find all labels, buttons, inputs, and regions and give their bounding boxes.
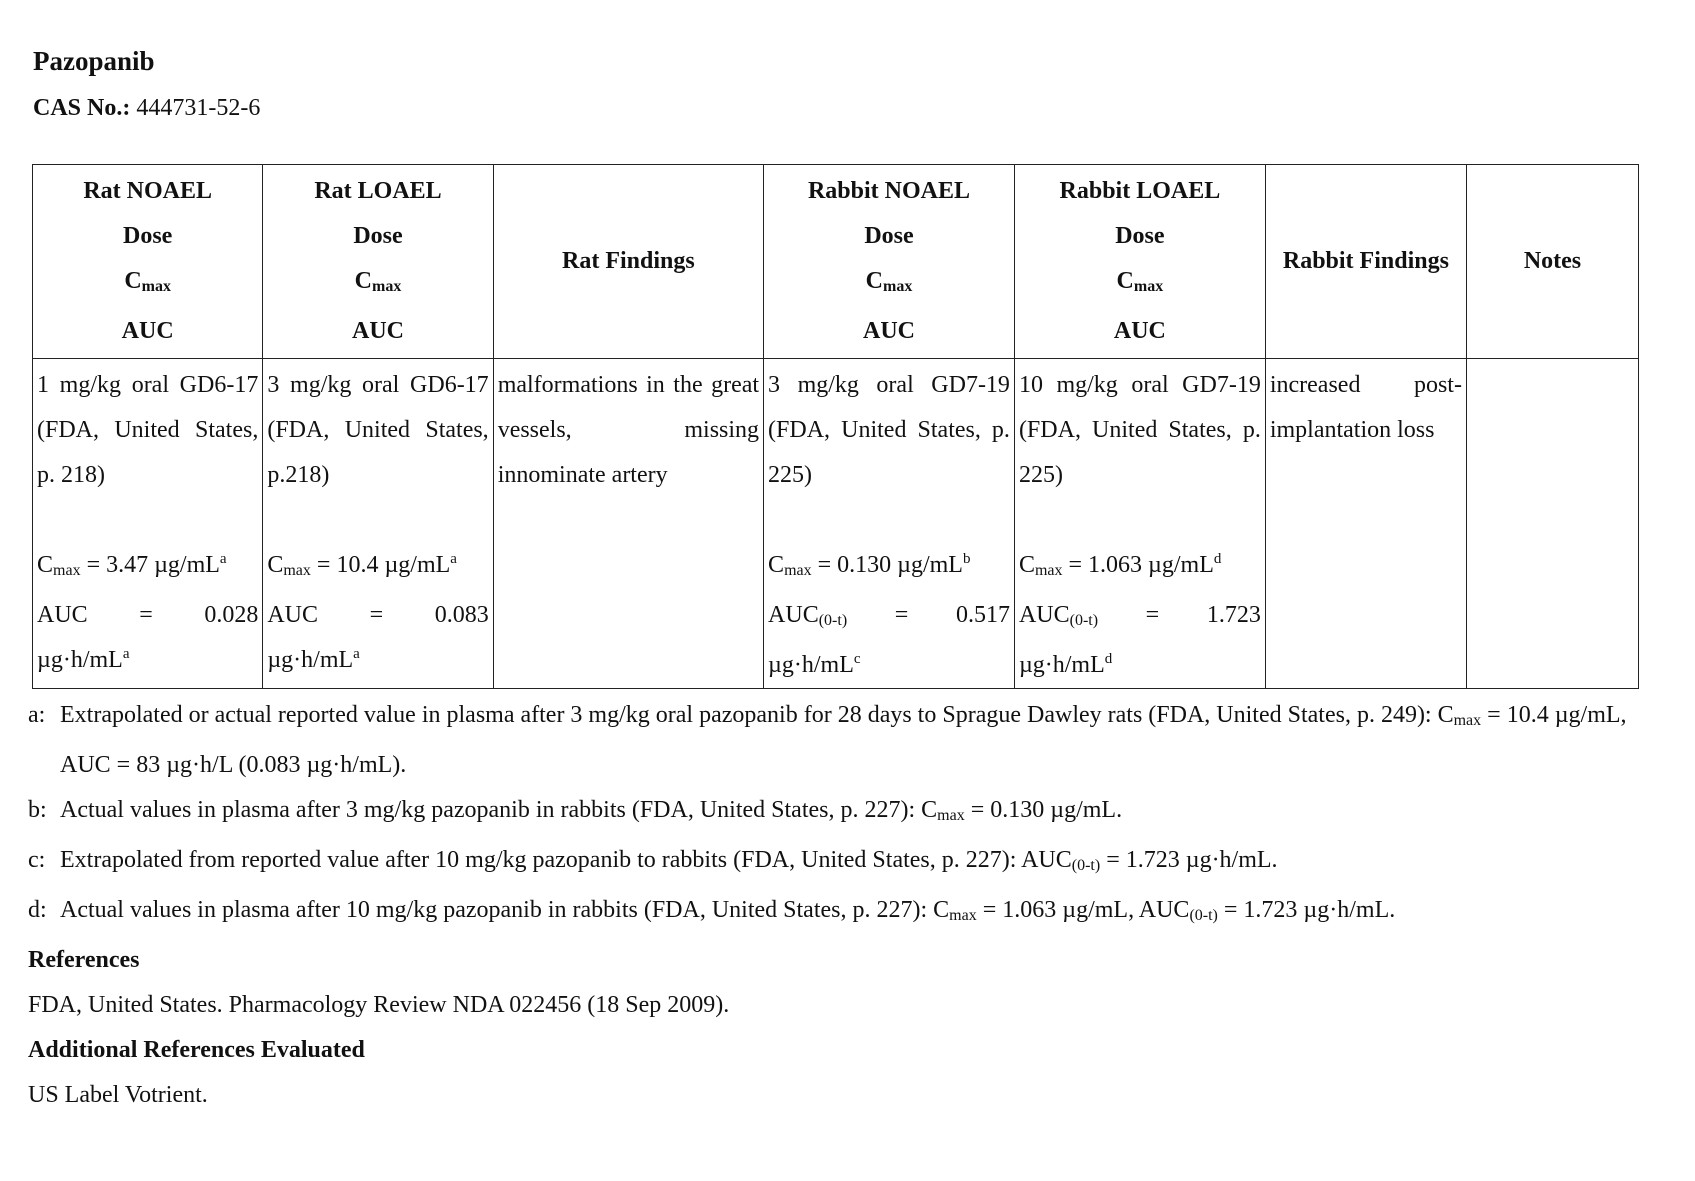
cell-rabbit-loael: 10 mg/kg oral GD7-19 (FDA, United States, p. 225) Cmax = 1.063 $\mu g/mL^d$ AUC(0-t) = 1.723 $\mu g\cdot h/mL^d$ [1014,359,1265,689]
rat-noael-cmax: Cmax = 3.47 $\mu g/mL^a$ [37,551,227,579]
cell-rat-loael: 3 mg/kg oral GD6-17 (FDA, United States, p.218) Cmax = 10.4 $\mu g/mL^a$ AUC = 0.083 $\mu g\cdot h/mL^a$ [263,359,493,689]
rabbit-loael-auc: AUC(0-t) = 1.723 [1018,602,1261,629]
header-rabbit-loael: Rabbit LOAEL Dose Cmax AUC [1014,165,1265,359]
cell-rat-findings: malformations in the great vessels, missing innominate artery [493,359,763,689]
rabbit-noael-cmax: Cmax = 0.130 $\mu g/mL^b$ [768,551,971,579]
rat-loael-dose: 3 mg/kg oral GD6-17 (FDA, United States, p.218) [267,372,489,488]
cell-notes [1466,359,1638,689]
cas-label: CAS No.: [33,95,131,121]
cas-number [33,86,1640,130]
cell-rat-noael: 1 mg/kg oral GD6-17 (FDA, United States, p. 218) Cmax = 3.47 $\mu g/mL^a$ AUC = 0.028 $\mu g\cdot h/mL^a$ [33,359,263,689]
document-page [28,36,1640,1118]
header-notes: Notes [1466,165,1638,359]
cell-rabbit-noael: 3 mg/kg oral GD7-19 (FDA, United States, p. 225) Cmax = 0.130 $\mu g/mL^b$ AUC(0-t) = 0.517 $\mu g\cdot h/mL^c$ [764,359,1015,689]
footnote-b: b: Actual values in plasma after 3 mg/kg pazopanib in rabbits (FDA, United States, p. 227): Cmax = 0.130 µg/mL. [28,797,1123,824]
table-row [33,359,1639,689]
footnote-a: a: Extrapolated or actual reported value in plasma after 3 mg/kg oral pazopanib for 28 days to Sprague Dawley rats (FDA, United States, p. 249): Cmax = 10.4 µg/mL, AUC = 83 µg·h/L (0.083 µg·h/mL). [28,702,1627,778]
header-rat-loael: Rat LOAEL Dose Cmax AUC [263,165,493,359]
toxicity-table [32,164,1639,689]
rabbit-loael-cmax: Cmax = 1.063 $\mu g/mL^d$ [1018,551,1222,579]
additional-references-heading: Additional References Evaluated [28,1037,365,1063]
header-rabbit-findings: Rabbit Findings [1265,165,1466,359]
cell-rabbit-findings: increased post-implantation loss [1265,359,1466,689]
table-header-row [33,165,1639,359]
rabbit-noael-auc: AUC(0-t) = 0.517 [768,602,1010,629]
rabbit-loael-dose: 10 mg/kg oral GD7-19 (FDA, United States, p. 225) [1018,372,1261,488]
rat-loael-cmax: Cmax = 10.4 $\mu g/mL^a$ [267,551,457,579]
rat-noael-auc: AUC = 0.028 [37,602,259,628]
header-rat-noael: Rat NOAEL Dose Cmax AUC [33,165,263,359]
references-heading: References [28,947,140,973]
page-title: Pazopanib [33,46,155,76]
rabbit-noael-dose: 3 mg/kg oral GD7-19 (FDA, United States, p. 225) [768,372,1010,488]
header-rat-findings: Rat Findings [493,165,763,359]
footnotes [28,693,1640,938]
rat-loael-auc: AUC = 0.083 [267,602,489,628]
rat-noael-dose: 1 mg/kg oral GD6-17 (FDA, United States, p. 218) [37,372,259,488]
references-text: FDA, United States. Pharmacology Review NDA 022456 (18 Sep 2009). [28,992,730,1018]
cas-value: 444731-52-6 [136,95,261,121]
footnote-d: d: Actual values in plasma after 10 mg/kg pazopanib in rabbits (FDA, United States, p. 227): Cmax = 1.063 µg/mL, AUC(0-t) = 1.723 µg·h/mL. [28,897,1396,924]
header-rabbit-noael: Rabbit NOAEL Dose Cmax AUC [764,165,1015,359]
additional-references-text: US Label Votrient. [28,1082,208,1108]
footnote-c: c: Extrapolated from reported value after 10 mg/kg pazopanib to rabbits (FDA, United States, p. 227): AUC(0-t) = 1.723 µg·h/mL. [28,847,1278,874]
